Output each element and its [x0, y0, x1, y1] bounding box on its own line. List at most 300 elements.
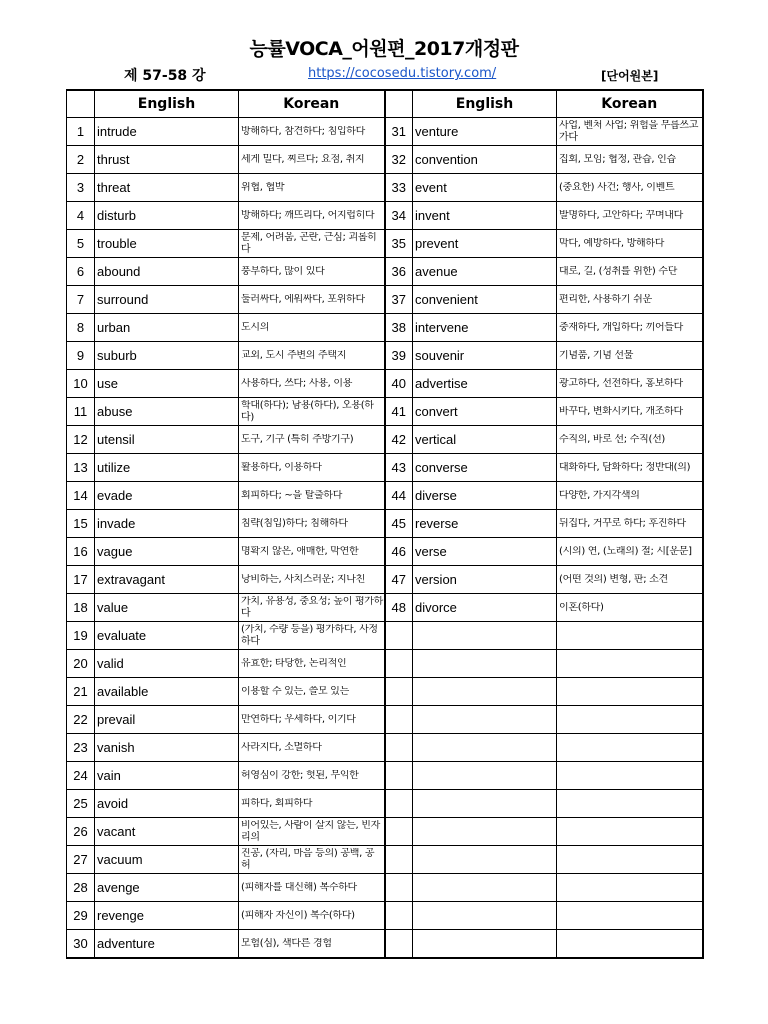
- word-number-left: 15: [73, 516, 88, 531]
- table-row: [67, 622, 703, 650]
- english-word-left: revenge: [97, 908, 144, 923]
- english-word-left: evade: [97, 488, 133, 503]
- word-number-left: 1: [76, 124, 85, 139]
- word-number-left-cell: [67, 790, 95, 818]
- english-word-left: invade: [97, 516, 136, 531]
- korean-meaning-left-cell: [239, 734, 385, 762]
- table-row: [67, 874, 703, 902]
- korean-meaning-right: 수직의, 바로 선; 수직(선): [559, 433, 666, 445]
- korean-meaning-right-cell: [557, 650, 703, 678]
- word-number-left-cell: [67, 454, 95, 482]
- korean-meaning-left: 이용할 수 있는, 쓸모 있는: [241, 685, 349, 697]
- english-word-left: suburb: [97, 348, 137, 363]
- english-word-left: available: [97, 684, 149, 699]
- word-number-left-cell: [67, 398, 95, 426]
- english-word-left-cell: [95, 622, 239, 650]
- english-word-left: vague: [97, 544, 133, 559]
- word-number-left-cell: [67, 482, 95, 510]
- word-number-right-cell: [385, 454, 413, 482]
- english-word-left-cell: [95, 370, 239, 398]
- english-word-right-cell: [413, 594, 557, 622]
- word-number-left-cell: [67, 146, 95, 174]
- english-word-right-cell: [413, 146, 557, 174]
- word-number-right: 39: [391, 348, 406, 363]
- word-number-left: 16: [73, 544, 88, 559]
- word-number-right-cell: [385, 174, 413, 202]
- korean-meaning-left-cell: [239, 202, 385, 230]
- word-number-left-cell: [67, 370, 95, 398]
- korean-meaning-left: (피해자 자신이) 복수(하다): [241, 909, 355, 921]
- word-number-left-cell: [67, 230, 95, 258]
- word-number-right-cell: [385, 342, 413, 370]
- english-word-left-cell: [95, 818, 239, 846]
- english-word-right-cell: [413, 846, 557, 874]
- english-word-right: verse: [415, 544, 447, 559]
- table-row: [67, 650, 703, 678]
- english-word-right: vertical: [415, 432, 457, 447]
- word-number-right-cell: [385, 622, 413, 650]
- word-number-left-cell: [67, 174, 95, 202]
- word-number-right: 42: [391, 432, 406, 447]
- table-row: [67, 790, 703, 818]
- korean-meaning-right-cell: [557, 762, 703, 790]
- table-row: [67, 538, 703, 566]
- word-number-left: 25: [73, 796, 88, 811]
- english-word-left-cell: [95, 566, 239, 594]
- korean-meaning-right-cell: [557, 426, 703, 454]
- english-word-left-cell: [95, 734, 239, 762]
- korean-meaning-left: 피하다, 회피하다: [241, 797, 313, 809]
- english-word-right-cell: [413, 286, 557, 314]
- english-word-left: vanish: [97, 740, 135, 755]
- word-number-left: 4: [76, 208, 85, 223]
- word-number-left-cell: [67, 594, 95, 622]
- korean-meaning-left: 둘러싸다, 에워싸다, 포위하다: [241, 293, 365, 305]
- korean-meaning-left: 위협, 협박: [241, 181, 285, 193]
- korean-meaning-left: 방해하다, 참견하다; 침입하다: [241, 125, 366, 137]
- korean-meaning-left-cell: [239, 622, 385, 650]
- english-word-left-cell: [95, 874, 239, 902]
- lesson-label: 제 57-58 강: [124, 68, 206, 84]
- korean-meaning-left-cell: [239, 230, 385, 258]
- table-row: [67, 454, 703, 482]
- word-number-right-cell: [385, 734, 413, 762]
- english-word-left: avenge: [97, 880, 140, 895]
- word-number-right: 41: [391, 404, 406, 419]
- korean-meaning-right: 집회, 모임; 협정, 관습, 인습: [559, 153, 676, 165]
- word-number-right-cell: [385, 230, 413, 258]
- korean-meaning-right-cell: [557, 230, 703, 258]
- word-number-left: 21: [73, 684, 88, 699]
- english-word-right: prevent: [415, 236, 459, 251]
- word-number-right-cell: [385, 258, 413, 286]
- english-word-right: convert: [415, 404, 458, 419]
- korean-meaning-left-cell: [239, 314, 385, 342]
- word-number-right: 38: [391, 320, 406, 335]
- korean-meaning-left: 활용하다, 이용하다: [241, 461, 322, 473]
- word-number-left-cell: [67, 426, 95, 454]
- english-word-left-cell: [95, 202, 239, 230]
- korean-meaning-right-cell: [557, 902, 703, 930]
- word-number-right-cell: [385, 314, 413, 342]
- english-word-left-cell: [95, 174, 239, 202]
- table-row: [67, 118, 703, 146]
- table-row: [67, 930, 703, 959]
- korean-meaning-left-cell: [239, 258, 385, 286]
- blog-link[interactable]: https://cocosedu.tistory.com/: [308, 66, 497, 81]
- word-number-left-cell: [67, 286, 95, 314]
- table-row: [67, 734, 703, 762]
- table-row: [67, 510, 703, 538]
- english-word-left: threat: [97, 180, 131, 195]
- korean-meaning-left-cell: [239, 930, 385, 959]
- table-row: [67, 706, 703, 734]
- korean-meaning-right: (중요한) 사건; 행사, 이벤트: [559, 181, 675, 193]
- korean-meaning-left-cell: [239, 790, 385, 818]
- korean-meaning-left-cell: [239, 874, 385, 902]
- english-word-right-cell: [413, 790, 557, 818]
- korean-meaning-right: 중재하다, 개입하다; 끼어들다: [559, 321, 684, 333]
- korean-meaning-left-cell: [239, 818, 385, 846]
- korean-meaning-left: (가치, 수량 등을) 평가하다, 사정하다: [241, 623, 378, 647]
- word-number-right-cell: [385, 594, 413, 622]
- english-word-right-cell: [413, 454, 557, 482]
- english-word-left-cell: [95, 510, 239, 538]
- korean-meaning-left: 허영심이 강한; 헛된, 무익한: [241, 769, 359, 781]
- english-word-right-cell: [413, 622, 557, 650]
- english-word-right-cell: [413, 398, 557, 426]
- korean-meaning-right: 막다, 예방하다, 방해하다: [559, 237, 665, 249]
- english-word-left-cell: [95, 118, 239, 146]
- word-number-left-cell: [67, 538, 95, 566]
- english-word-left-cell: [95, 650, 239, 678]
- word-number-left-cell: [67, 566, 95, 594]
- english-word-left: intrude: [97, 124, 137, 139]
- korean-meaning-left-cell: [239, 342, 385, 370]
- english-word-right-cell: [413, 314, 557, 342]
- english-word-left-cell: [95, 846, 239, 874]
- korean-meaning-right-cell: [557, 622, 703, 650]
- korean-meaning-right-cell: [557, 314, 703, 342]
- korean-meaning-right-cell: [557, 846, 703, 874]
- korean-meaning-left: 사용하다, 쓰다; 사용, 이용: [241, 377, 353, 389]
- word-number-left-cell: [67, 874, 95, 902]
- word-number-right: 47: [391, 572, 406, 587]
- word-number-left: 5: [76, 236, 85, 251]
- word-number-right-cell: [385, 678, 413, 706]
- korean-meaning-left: 풍부하다, 많이 있다: [241, 265, 325, 277]
- english-word-right: event: [415, 180, 447, 195]
- english-word-right-cell: [413, 370, 557, 398]
- word-number-right-cell: [385, 398, 413, 426]
- word-number-right: 40: [391, 376, 406, 391]
- header-english-left: English: [95, 90, 239, 118]
- word-number-right: 48: [391, 600, 406, 615]
- word-number-left: 28: [73, 880, 88, 895]
- korean-meaning-right-cell: [557, 594, 703, 622]
- korean-meaning-left-cell: [239, 594, 385, 622]
- korean-meaning-right-cell: [557, 454, 703, 482]
- english-word-right-cell: [413, 874, 557, 902]
- korean-meaning-left: 회피하다; ~을 탈출하다: [241, 489, 343, 501]
- word-number-right-cell: [385, 706, 413, 734]
- korean-meaning-left: 낭비하는, 사치스러운; 지나친: [241, 573, 366, 585]
- english-word-left-cell: [95, 930, 239, 959]
- english-word-right: avenue: [415, 264, 458, 279]
- english-word-left-cell: [95, 230, 239, 258]
- word-number-left: 11: [73, 404, 88, 419]
- english-word-left: avoid: [97, 796, 129, 811]
- word-number-right: 43: [391, 460, 406, 475]
- table-row: [67, 174, 703, 202]
- korean-meaning-right-cell: [557, 258, 703, 286]
- word-number-left: 22: [73, 712, 88, 727]
- korean-meaning-left: 침략(침입)하다; 침해하다: [241, 517, 348, 529]
- english-word-left-cell: [95, 902, 239, 930]
- word-number-right-cell: [385, 818, 413, 846]
- korean-meaning-right: 이혼(하다): [559, 601, 604, 613]
- word-number-right-cell: [385, 482, 413, 510]
- table-row: [67, 342, 703, 370]
- korean-meaning-left-cell: [239, 426, 385, 454]
- word-number-left: 14: [73, 488, 88, 503]
- word-number-right: 35: [391, 236, 406, 251]
- english-word-right-cell: [413, 930, 557, 959]
- english-word-right-cell: [413, 678, 557, 706]
- korean-meaning-left: 명확지 않은, 애매한, 막연한: [241, 545, 359, 557]
- word-number-right-cell: [385, 874, 413, 902]
- english-word-right-cell: [413, 482, 557, 510]
- word-number-left: 29: [73, 908, 88, 923]
- word-number-right-cell: [385, 202, 413, 230]
- word-number-right: 46: [391, 544, 406, 559]
- korean-meaning-left: 도시의: [241, 321, 270, 333]
- english-word-right-cell: [413, 706, 557, 734]
- word-number-right: 45: [391, 516, 406, 531]
- korean-meaning-left: 가치, 유용성, 중요성; 높이 평가하다: [241, 595, 384, 619]
- english-word-right: reverse: [415, 516, 459, 531]
- table-row: [67, 258, 703, 286]
- english-word-left: vacant: [97, 824, 136, 839]
- english-word-left-cell: [95, 258, 239, 286]
- korean-meaning-right: (어떤 것의) 변형, 판; 소견: [559, 573, 668, 585]
- korean-meaning-left-cell: [239, 454, 385, 482]
- korean-meaning-left: (피해자를 대신해) 복수하다: [241, 881, 357, 893]
- word-number-right: 36: [391, 264, 406, 279]
- korean-meaning-left: 유효한; 타당한, 논리적인: [241, 657, 347, 669]
- word-number-right-cell: [385, 118, 413, 146]
- english-word-left: use: [97, 376, 118, 391]
- korean-meaning-left: 학대(하다); 남용(하다), 오용(하다): [241, 399, 374, 423]
- word-number-left: 24: [73, 768, 88, 783]
- header-korean-right: Korean: [557, 90, 703, 118]
- english-word-right: diverse: [415, 488, 457, 503]
- table-row: [67, 678, 703, 706]
- korean-meaning-right-cell: [557, 342, 703, 370]
- word-number-right-cell: [385, 370, 413, 398]
- english-word-left-cell: [95, 482, 239, 510]
- table-row: [67, 202, 703, 230]
- english-word-left-cell: [95, 398, 239, 426]
- korean-meaning-right-cell: [557, 398, 703, 426]
- table-row: [67, 818, 703, 846]
- english-word-right-cell: [413, 342, 557, 370]
- korean-meaning-right: 뒤집다, 거꾸로 하다; 후진하다: [559, 517, 686, 529]
- english-word-right-cell: [413, 118, 557, 146]
- word-number-left: 17: [73, 572, 88, 587]
- korean-meaning-right-cell: [557, 734, 703, 762]
- word-number-left: 30: [73, 936, 88, 951]
- korean-meaning-right-cell: [557, 370, 703, 398]
- table-row: [67, 902, 703, 930]
- english-word-right: intervene: [415, 320, 469, 335]
- word-number-right: 37: [391, 292, 406, 307]
- word-number-right: 33: [391, 180, 406, 195]
- english-word-right-cell: [413, 230, 557, 258]
- english-word-left-cell: [95, 342, 239, 370]
- korean-meaning-left-cell: [239, 650, 385, 678]
- english-word-left-cell: [95, 762, 239, 790]
- header-num-cell-right: [385, 90, 413, 118]
- word-number-left-cell: [67, 622, 95, 650]
- word-number-left-cell: [67, 930, 95, 959]
- korean-meaning-left-cell: [239, 398, 385, 426]
- word-number-left-cell: [67, 846, 95, 874]
- korean-meaning-right: 기념품, 기념 선물: [559, 349, 634, 361]
- page-title: 능률VOCA_어원편_2017개정판: [249, 38, 519, 60]
- english-word-right-cell: [413, 426, 557, 454]
- word-number-right-cell: [385, 510, 413, 538]
- english-word-left-cell: [95, 790, 239, 818]
- korean-meaning-right: 편리한, 사용하기 쉬운: [559, 293, 652, 305]
- korean-meaning-left-cell: [239, 286, 385, 314]
- english-word-left: abuse: [97, 404, 133, 419]
- english-word-left: vain: [97, 768, 121, 783]
- word-number-left: 7: [76, 292, 85, 307]
- word-number-left: 9: [76, 348, 85, 363]
- header-korean-left: Korean: [239, 90, 385, 118]
- korean-meaning-right-cell: [557, 286, 703, 314]
- english-word-left-cell: [95, 706, 239, 734]
- english-word-left: disturb: [97, 208, 137, 223]
- korean-meaning-right-cell: [557, 818, 703, 846]
- english-word-right: advertise: [415, 376, 468, 391]
- table-header-row: [67, 90, 703, 118]
- korean-meaning-right-cell: [557, 510, 703, 538]
- korean-meaning-left-cell: [239, 902, 385, 930]
- english-word-left-cell: [95, 538, 239, 566]
- english-word-left: adventure: [97, 936, 155, 951]
- english-word-left: utensil: [97, 432, 135, 447]
- korean-meaning-right: 다양한, 가지각색의: [559, 489, 640, 501]
- korean-meaning-left-cell: [239, 762, 385, 790]
- word-number-left: 3: [76, 180, 85, 195]
- english-word-left: evaluate: [97, 628, 147, 643]
- korean-meaning-left: 방해하다; 깨뜨리다, 어지럽히다: [241, 209, 375, 221]
- english-word-right-cell: [413, 734, 557, 762]
- korean-meaning-right-cell: [557, 566, 703, 594]
- english-word-left: prevail: [97, 712, 136, 727]
- english-word-right-cell: [413, 818, 557, 846]
- korean-meaning-left: 진공, (자리, 마음 등의) 공백, 공허: [241, 847, 375, 871]
- korean-meaning-right-cell: [557, 202, 703, 230]
- english-word-left: trouble: [97, 236, 137, 251]
- word-number-left-cell: [67, 510, 95, 538]
- korean-meaning-right-cell: [557, 678, 703, 706]
- english-word-left-cell: [95, 678, 239, 706]
- english-word-right-cell: [413, 762, 557, 790]
- word-number-left: 18: [73, 600, 88, 615]
- korean-meaning-left-cell: [239, 510, 385, 538]
- word-number-right-cell: [385, 566, 413, 594]
- word-number-left: 2: [76, 152, 85, 167]
- table-row: [67, 398, 703, 426]
- korean-meaning-right-cell: [557, 706, 703, 734]
- word-number-left: 12: [73, 432, 88, 447]
- word-number-left-cell: [67, 202, 95, 230]
- korean-meaning-left-cell: [239, 538, 385, 566]
- table-row: [67, 286, 703, 314]
- word-number-right-cell: [385, 650, 413, 678]
- word-number-left: 6: [76, 264, 85, 279]
- korean-meaning-right: 바꾸다, 변화시키다, 개조하다: [559, 405, 683, 417]
- english-word-left-cell: [95, 286, 239, 314]
- english-word-left-cell: [95, 426, 239, 454]
- english-word-right: convention: [415, 152, 478, 167]
- korean-meaning-right: 대로, 길, (성취를 위한) 수단: [559, 265, 678, 277]
- word-number-right-cell: [385, 846, 413, 874]
- english-word-right-cell: [413, 258, 557, 286]
- english-word-left-cell: [95, 594, 239, 622]
- word-number-right-cell: [385, 426, 413, 454]
- word-number-right: 34: [391, 208, 406, 223]
- table-row: [67, 146, 703, 174]
- english-word-right: divorce: [415, 600, 457, 615]
- word-number-right-cell: [385, 790, 413, 818]
- korean-meaning-left: 만연하다; 우세하다, 이기다: [241, 713, 356, 725]
- english-word-left: urban: [97, 320, 131, 335]
- english-word-right: convenient: [415, 292, 478, 307]
- english-word-left-cell: [95, 454, 239, 482]
- korean-meaning-left: 모험(심), 색다른 경험: [241, 937, 332, 949]
- word-number-left: 20: [73, 656, 88, 671]
- word-number-right: 44: [391, 488, 406, 503]
- header-english-right: English: [413, 90, 557, 118]
- korean-meaning-right-cell: [557, 174, 703, 202]
- word-number-left: 23: [73, 740, 88, 755]
- english-word-right-cell: [413, 174, 557, 202]
- english-word-left-cell: [95, 146, 239, 174]
- vocab-table: [66, 89, 704, 959]
- korean-meaning-left: 세게 밀다, 찌르다; 요점, 취지: [241, 153, 365, 165]
- table-row: [67, 482, 703, 510]
- source-tag: [단어원본]: [601, 69, 659, 83]
- korean-meaning-left-cell: [239, 566, 385, 594]
- english-word-left: vacuum: [97, 852, 143, 867]
- english-word-right: version: [415, 572, 457, 587]
- korean-meaning-left-cell: [239, 146, 385, 174]
- korean-meaning-left: 문제, 어려움, 곤란, 근심; 괴롭히다: [241, 231, 377, 255]
- korean-meaning-right: 발명하다, 고안하다; 꾸며내다: [559, 209, 684, 221]
- word-number-left: 13: [73, 460, 88, 475]
- english-word-right: venture: [415, 124, 459, 139]
- korean-meaning-left: 비어있는, 사람이 살지 않는, 빈자리의: [241, 819, 380, 843]
- word-number-left-cell: [67, 706, 95, 734]
- word-number-left-cell: [67, 678, 95, 706]
- english-word-left: extravagant: [97, 572, 165, 587]
- english-word-right: invent: [415, 208, 450, 223]
- english-word-left: thrust: [97, 152, 130, 167]
